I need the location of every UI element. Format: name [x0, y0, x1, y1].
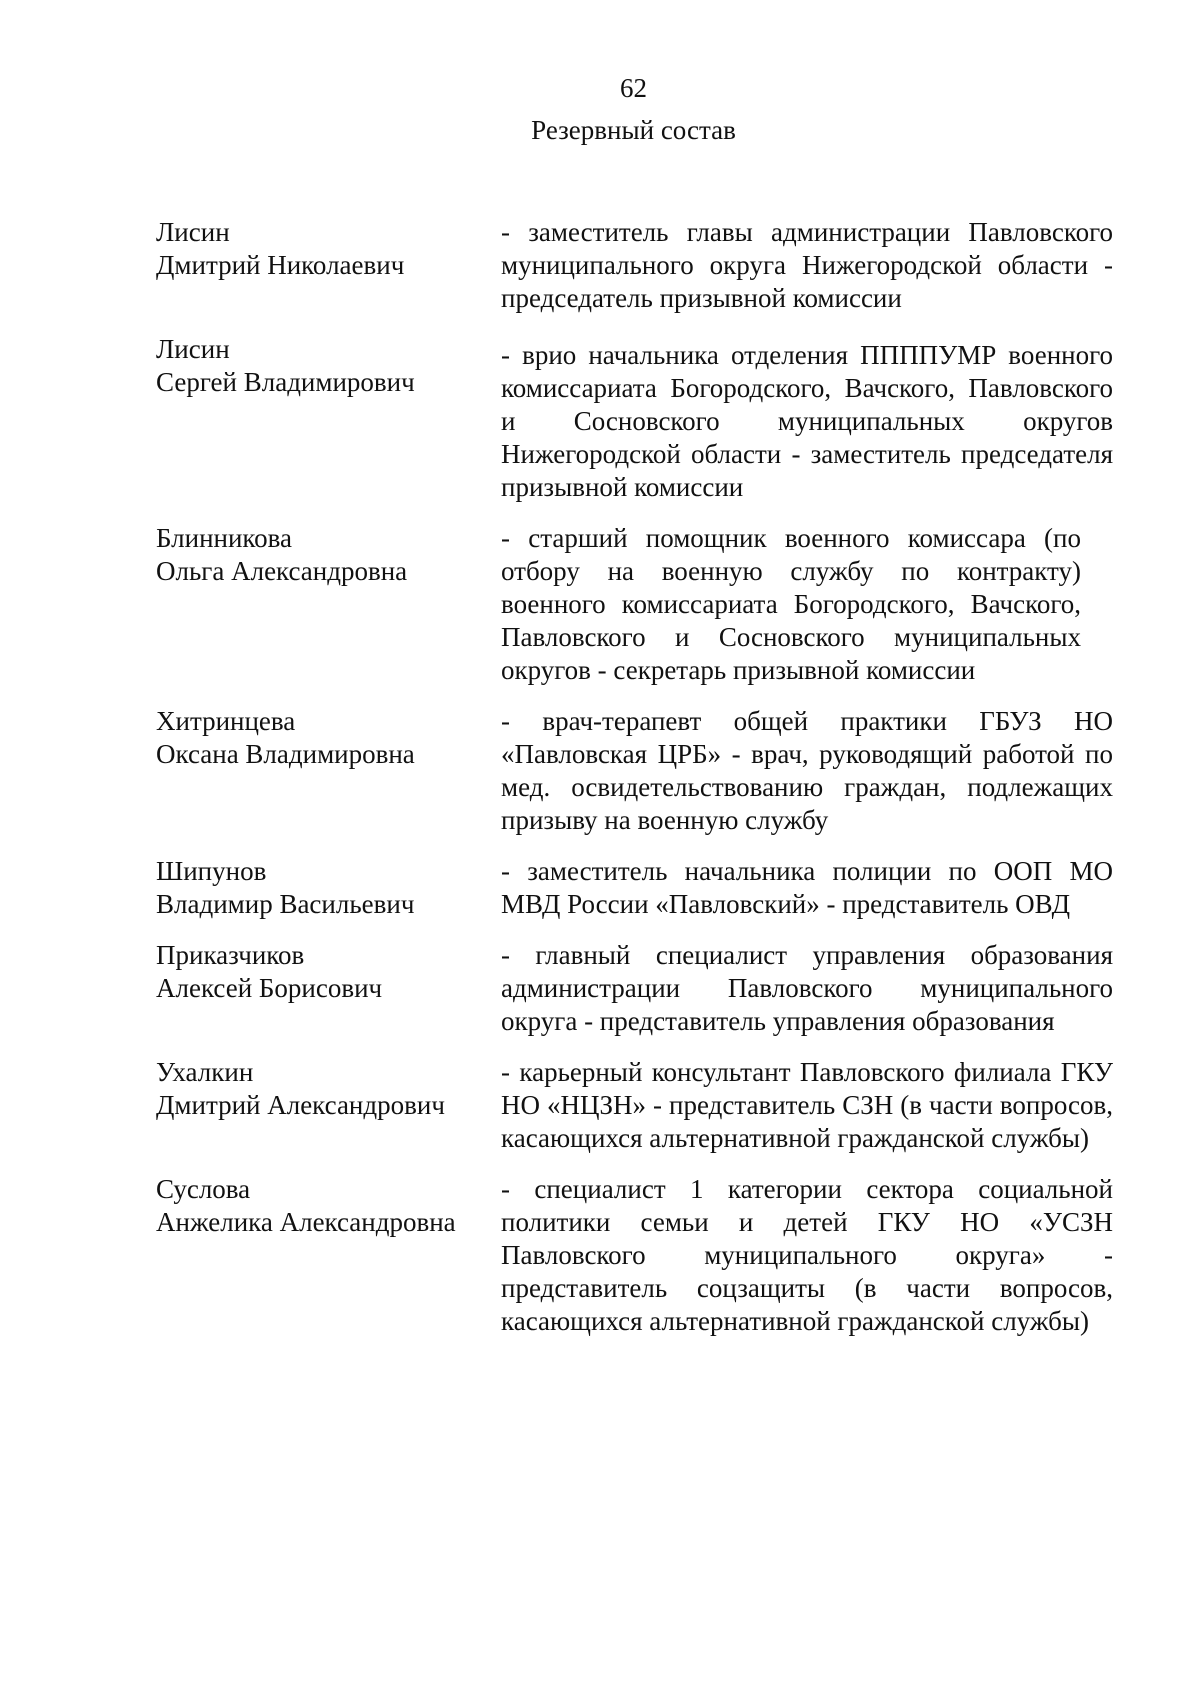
member-role: - врио начальника отделения ППППУМР военного комиссариата Богородского, Вачского, Павловского и Сосновского муниципальных округов Нижегородской области - заместитель председателя призывной комиссии	[501, 340, 1113, 502]
member-role: - старший помощник военного комиссара (по отбору на военную службу по контракту) военного комиссариата Богородского, Вачского, Павловского и Сосновского муниципальных округов - секретарь призывной комиссии	[501, 523, 1081, 685]
page-title: Резервный состав	[531, 115, 736, 145]
member-role: - карьерный консультант Павловского филиала ГКУ НО «НЦЗН» - представитель СЗН (в части вопросов, касающихся альтернативной гражданской службы)	[501, 1057, 1113, 1153]
member-given-name: Сергей Владимирович	[156, 367, 415, 397]
member-surname: Лисин	[156, 217, 230, 247]
member-given-name: Ольга Александровна	[156, 556, 408, 586]
member-role: - врач-терапевт общей практики ГБУЗ НО «Павловская ЦРБ» - врач, руководящий работой по мед. освидетельствованию граждан, подлежащих призыву на военную службу	[501, 706, 1113, 835]
member-given-name: Анжелика Александровна	[156, 1207, 456, 1237]
member-entry	[156, 522, 1116, 687]
member-entry	[156, 1056, 1116, 1155]
member-name	[156, 216, 501, 315]
member-name	[156, 522, 501, 687]
member-entry	[156, 855, 1116, 921]
member-surname: Хитринцева	[156, 706, 296, 736]
member-role: - главный специалист управления образования администрации Павловского муниципального округа - представитель управления образования	[501, 940, 1113, 1036]
member-name	[156, 1173, 501, 1338]
member-given-name: Владимир Васильевич	[156, 889, 415, 919]
member-name	[156, 333, 501, 504]
member-entry	[156, 939, 1116, 1038]
member-name	[156, 1056, 501, 1155]
member-role: - специалист 1 категории сектора социальной политики семьи и детей ГКУ НО «УСЗН Павловского муниципального округа» - представитель соцзащиты (в части вопросов, касающихся альтернативной гражданской службы)	[501, 1174, 1113, 1336]
page-number: 62	[620, 73, 647, 103]
member-surname: Шипунов	[156, 856, 267, 886]
member-given-name: Оксана Владимировна	[156, 739, 415, 769]
member-surname: Суслова	[156, 1174, 251, 1204]
member-name	[156, 855, 501, 921]
member-name	[156, 705, 501, 837]
member-given-name: Дмитрий Александрович	[156, 1090, 445, 1120]
member-role: - заместитель начальника полиции по ООП МО МВД России «Павловский» - представитель ОВД	[501, 856, 1113, 919]
member-given-name: Алексей Борисович	[156, 973, 383, 1003]
member-surname: Ухалкин	[156, 1057, 254, 1087]
member-surname: Лисин	[156, 334, 230, 364]
member-surname: Приказчиков	[156, 940, 305, 970]
member-surname: Блинникова	[156, 523, 293, 553]
member-given-name: Дмитрий Николаевич	[156, 250, 405, 280]
member-list	[156, 216, 1116, 1356]
member-name	[156, 939, 501, 1038]
member-entry	[156, 1173, 1116, 1338]
member-entry	[156, 705, 1116, 837]
member-entry	[156, 333, 1116, 504]
member-entry	[156, 216, 1116, 315]
member-role: - заместитель главы администрации Павловского муниципального округа Нижегородской области - председатель призывной комиссии	[501, 217, 1113, 313]
